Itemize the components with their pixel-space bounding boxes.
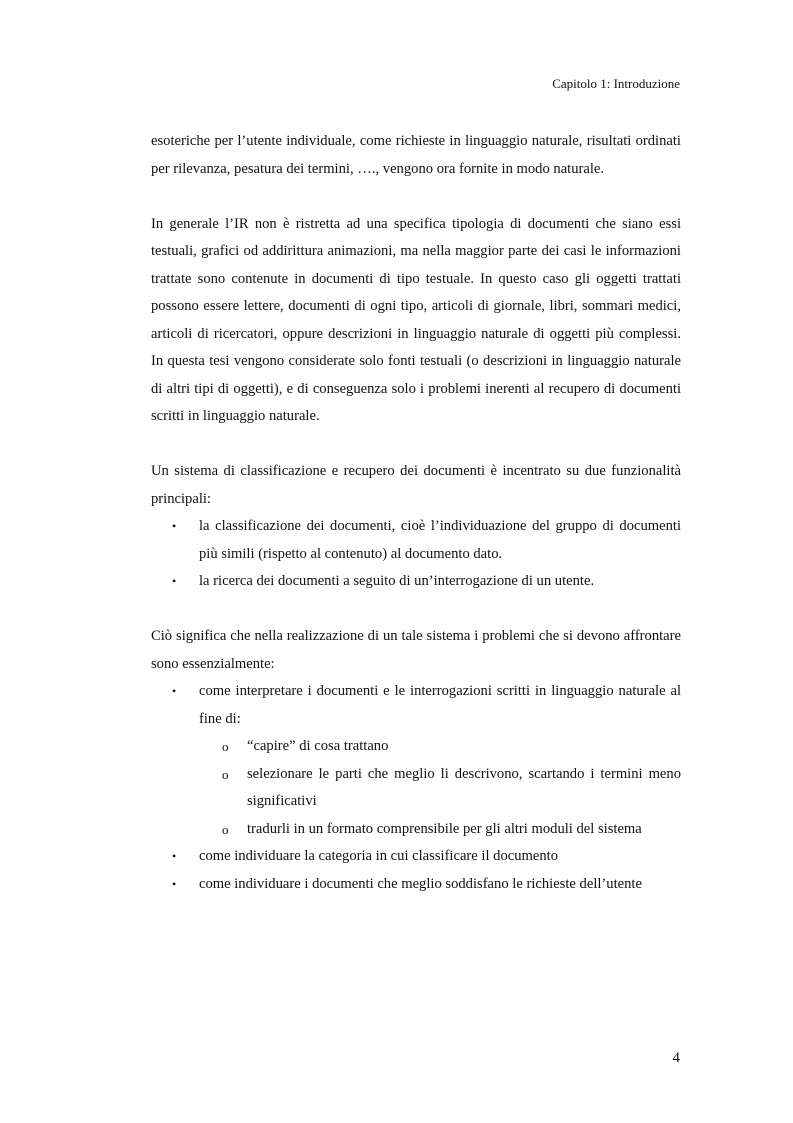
- problems-list: [151, 678, 681, 898]
- bullet-icon: •: [172, 684, 177, 698]
- list-item: [172, 678, 681, 843]
- bullet-icon: •: [172, 876, 177, 891]
- list-item: [172, 843, 681, 871]
- bullet-icon: •: [172, 574, 177, 588]
- page-body: [151, 128, 681, 898]
- paragraph-4: Ciò significa che nella realizzazione di un tale sistema i problemi che si devono affrontare sono essenzialmente:: [151, 628, 681, 672]
- paragraph-2: In generale l’IR non è ristretta ad una specifica tipologia di documenti che siano essi testuali, grafici od addirittura animazioni, ma nella maggior parte dei casi le informazioni trattate sono contenute in documenti di tipo testuale. In questo caso gli oggetti trattati possono essere lettere, documenti di ogni tipo, articoli di giornale, libri, sommari medici, articoli di ricercatori, oppure descrizioni in linguaggio naturale di oggetti più complessi. In questa tesi vengono considerate solo fonti testuali (o descrizioni in linguaggio naturale di altri tipi di oggetti), e di conseguenza solo i problemi inerenti al recupero di documenti scritti in linguaggio naturale.: [151, 215, 681, 424]
- list-item: [172, 568, 681, 596]
- bullet-icon: •: [172, 849, 177, 863]
- circle-bullet-icon: o: [222, 766, 229, 782]
- sub-list-item: [222, 761, 681, 816]
- list-item-text: come interpretare i documenti e le interrogazioni scritti in linguaggio naturale al fine di:: [199, 683, 681, 727]
- sub-list-item: [222, 733, 681, 761]
- sub-list: [199, 733, 681, 843]
- list-item-text: la ricerca dei documenti a seguito di un’interrogazione di un utente.: [199, 573, 595, 589]
- list-item: [172, 513, 681, 568]
- bullet-icon: •: [172, 519, 177, 533]
- spacer: [151, 596, 681, 624]
- functionality-list: [151, 513, 681, 596]
- paragraph-1: esoteriche per l’utente individuale, come richieste in linguaggio naturale, risultati ordinati per rilevanza, pesatura dei termini, …., vengono ora fornite in modo naturale.: [151, 133, 681, 177]
- circle-bullet-icon: o: [222, 821, 229, 837]
- list-item-text: la classificazione dei documenti, cioè l’individuazione del gruppo di documenti più simili (rispetto al contenuto) al documento dato.: [199, 518, 681, 562]
- list-item-text: come individuare la categoria in cui classificare il documento: [199, 848, 559, 864]
- list-item: [172, 871, 681, 899]
- paragraph-3: Un sistema di classificazione e recupero dei documenti è incentrato su due funzionalità principali:: [151, 463, 681, 507]
- sub-list-item: [222, 816, 681, 844]
- page-number: 4: [672, 1050, 680, 1066]
- running-header: Capitolo 1: Introduzione: [552, 76, 680, 91]
- sub-list-item-text: “capire” di cosa trattano: [247, 738, 389, 754]
- sub-list-item-text: tradurli in un formato comprensibile per gli altri moduli del sistema: [247, 820, 642, 837]
- list-item-text: come individuare i documenti che meglio soddisfano le richieste dell’utente: [199, 875, 642, 892]
- sub-list-item-text: selezionare le parti che meglio li descrivono, scartando i termini meno significativi: [247, 765, 681, 809]
- circle-bullet-icon: o: [222, 739, 229, 754]
